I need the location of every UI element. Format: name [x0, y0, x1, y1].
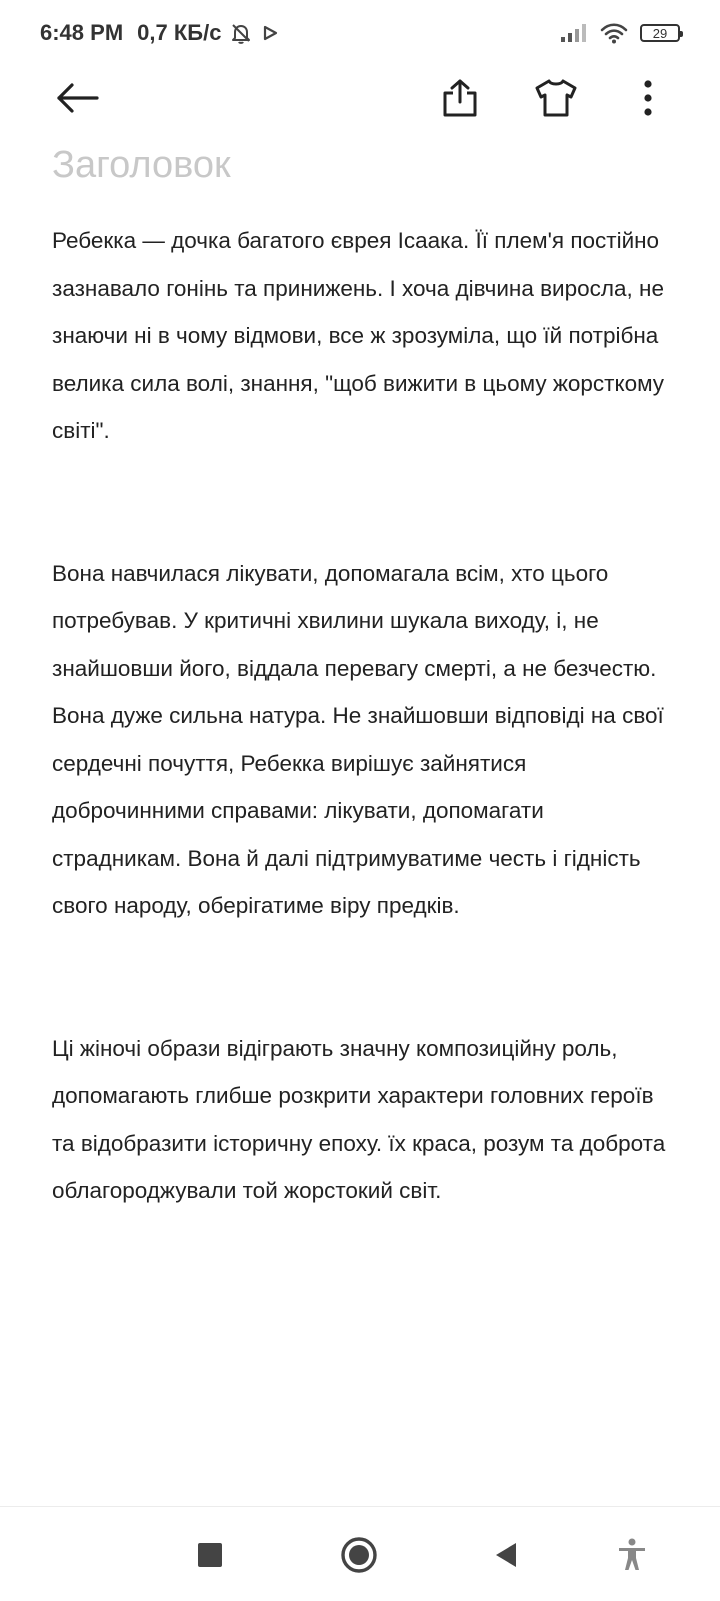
network-speed: 0,7 КБ/с	[137, 20, 222, 45]
bell-off-icon	[229, 21, 253, 45]
note-title-input[interactable]: Заголовок	[52, 144, 231, 186]
battery-icon	[640, 24, 680, 42]
share-icon	[441, 78, 479, 118]
accessibility-button[interactable]	[608, 1531, 656, 1579]
theme-shirt-icon	[534, 78, 578, 118]
accessibility-icon	[617, 1538, 647, 1572]
battery-level: 29	[640, 24, 680, 42]
note-paragraph-1: Ребекка — дочка багатого єврея Ісаака. Її плем'я постійно зазнавало гонінь та принижень. І хоча дівчина виросла, не знаючи ні в чому відмови, все ж зрозуміла, що їй потрібна велика сила волі, знання, "щоб вижити в цьому жорсткому світі".	[52, 228, 665, 443]
theme-button[interactable]	[526, 68, 586, 128]
status-left	[40, 20, 279, 46]
recents-button[interactable]	[186, 1531, 234, 1579]
recents-square-icon	[197, 1542, 223, 1568]
more-options-button[interactable]	[618, 68, 678, 128]
signal-icon	[560, 23, 588, 43]
home-button[interactable]	[335, 1531, 383, 1579]
status-right	[548, 22, 680, 44]
play-icon	[261, 24, 279, 42]
more-vertical-icon	[642, 80, 654, 116]
note-paragraph-2: Вона навчилася лікувати, допомагала всім, хто цього потребував. У критичні хвилини шукала виходу, і, не знайшовши його, віддала перевагу смерті, а не безчестю. Вона дуже сильна натура. Не знайшовши відповіді на свої сердечні почуття, Ребекка вирішує зайнятися доброчинними справами: лікувати, допомагати страдникам. Вона й далі підтримуватиме честь і гідність свого народу, оберігатиме віру предків.	[52, 560, 664, 918]
status-bar	[0, 0, 720, 70]
share-button[interactable]	[430, 68, 490, 128]
note-paragraph-3: Ці жіночі образи відіграють значну композиційну роль, допомагають глибше розкрити характери головних героїв та відобразити історичну епоху. їх краса, розум та доброта облагороджували той жорстокий світ.	[52, 1035, 666, 1203]
back-triangle-icon	[493, 1541, 519, 1569]
note-toolbar	[0, 68, 720, 128]
status-time: 6:48 PM	[40, 20, 124, 45]
back-arrow-icon	[56, 82, 100, 114]
home-circle-icon	[340, 1536, 378, 1574]
note-body-editor[interactable]	[52, 217, 672, 1215]
back-button[interactable]	[48, 68, 108, 128]
system-nav-bar	[0, 1506, 720, 1601]
nav-back-button[interactable]	[482, 1531, 530, 1579]
wifi-icon	[600, 22, 628, 44]
